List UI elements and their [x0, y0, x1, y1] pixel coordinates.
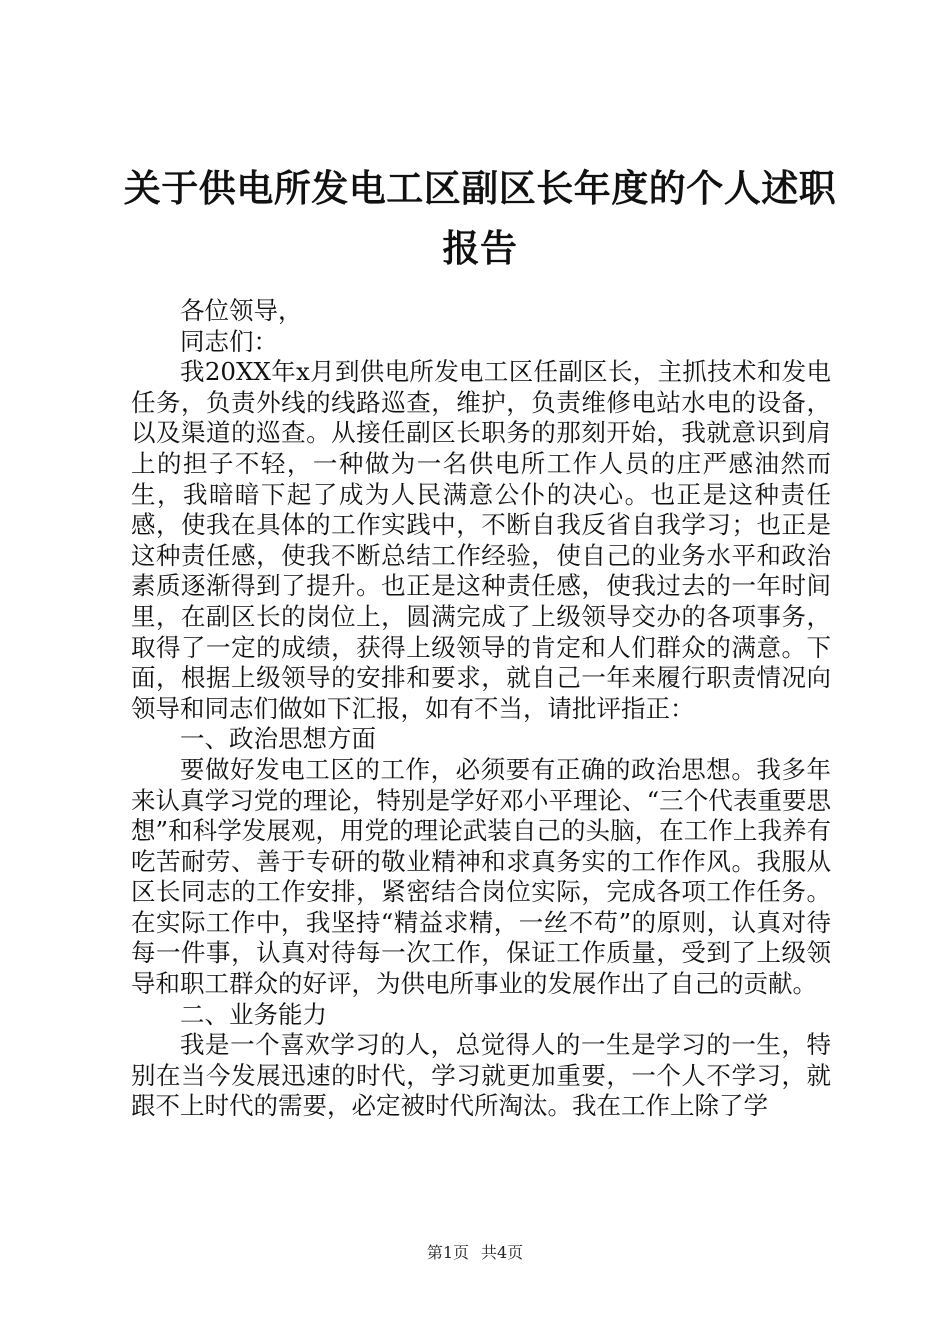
document-body: [131, 296, 831, 1122]
page-number-current: 第1页: [426, 1243, 469, 1262]
section-heading-business: 二、业务能力: [180, 999, 327, 1029]
political-paragraph: 要做好发电工区的工作，必须要有正确的政治思想。我多年来认真学习党的理论，特别是学好邓小平理论、“三个代表重要思想”和科学发展观，用党的理论武装自己的头脑，在工作上我养有吃苦耐劳、善于专研的敬业精神和求真务实的工作作风。我服从区长同志的工作安排，紧密结合岗位实际，完成各项工作任务。在实际工作中，我坚持“精益求精，一丝不苟”的原则，认真对待每一件事，认真对待每一次工作，保证工作质量，受到了上级领导和职工群众的好评，为供电所事业的发展作出了自己的贡献。: [131, 754, 831, 999]
intro-paragraph: 我20XX年x月到供电所发电工区任副区长，主抓技术和发电任务，负责外线的线路巡查，维护，负责维修电站水电的设备，以及渠道的巡查。从接任副区长职务的那刻开始，我就意识到肩上的担子不轻，一种做为一名供电所工作人员的庄严感油然而生，我暗暗下起了成为人民满意公仆的决心。也正是这种责任感，使我在具体的工作实践中，不断自我反省自我学习；也正是这种责任感，使我不断总结工作经验，使自己的业务水平和政治素质逐渐得到了提升。也正是这种责任感，使我过去的一年时间里，在副区长的岗位上，圆满完成了上级领导交办的各项事务，取得了一定的成绩，获得上级领导的肯定和人们群众的满意。下面，根据上级领导的安排和要求，就自己一年来履行职责情况向领导和同志们做如下汇报，如有不当，请批评指正：: [131, 357, 831, 723]
salutation-leaders: 各位领导，: [180, 296, 303, 325]
business-paragraph: 我是一个喜欢学习的人，总觉得人的一生是学习的一生，特别在当今发展迅速的时代，学习就更加重要，一个人不学习，就跟不上时代的需要，必定被时代所淘汰。我在工作上除了学: [131, 1030, 831, 1121]
page-number-total: 共4页: [481, 1243, 524, 1262]
document-title: 关于供电所发电工区副区长年度的个人述职报告: [123, 166, 837, 270]
page-footer: [0, 1243, 950, 1263]
salutation-comrades: 同志们：: [180, 326, 278, 356]
section-heading-political: 一、政治思想方面: [180, 724, 376, 754]
